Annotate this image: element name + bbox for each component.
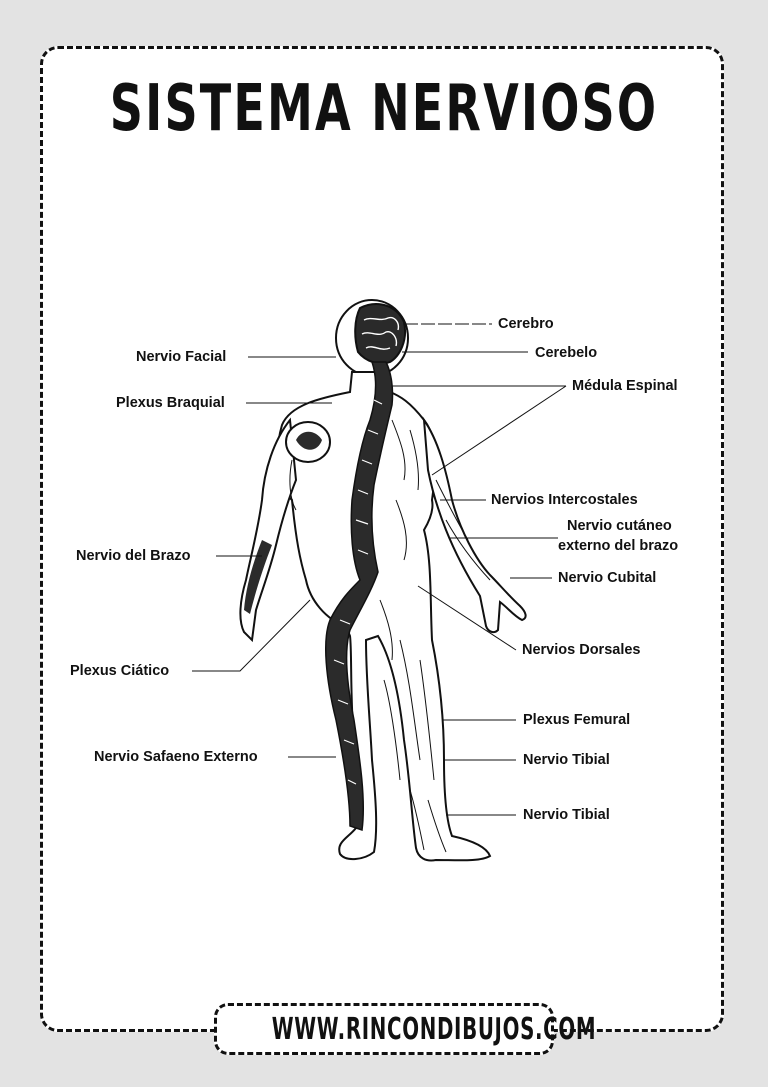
label-medula-espinal: Médula Espinal bbox=[572, 378, 678, 394]
label-cerebro: Cerebro bbox=[498, 316, 554, 332]
label-plexus-femural: Plexus Femural bbox=[523, 712, 631, 728]
label-plexus-braquial: Plexus Braquial bbox=[116, 395, 225, 411]
label-plexus-ciatico: Plexus Ciático bbox=[70, 663, 170, 679]
label-nervio-facial: Nervio Facial bbox=[136, 349, 227, 365]
label-cerebelo: Cerebelo bbox=[535, 345, 598, 361]
label-nervio-tibial-lower: Nervio Tibial bbox=[523, 807, 610, 823]
label-nervios-dorsales: Nervios Dorsales bbox=[522, 642, 641, 658]
label-nervio-tibial-upper: Nervio Tibial bbox=[523, 752, 610, 768]
label-nervio-del-brazo: Nervio del Brazo bbox=[76, 548, 191, 564]
label-nervios-intercostales: Nervios Intercostales bbox=[491, 492, 638, 508]
label-nervio-cubital: Nervio Cubital bbox=[558, 570, 657, 586]
page-title: SISTEMA NERVIOSO bbox=[109, 72, 659, 146]
label-nervio-safaeno-externo: Nervio Safaeno Externo bbox=[94, 749, 258, 765]
footer-url: WWW.RINCONDIBUJOS.COM bbox=[271, 1012, 597, 1047]
label-nervio-cutaneo-2: externo del brazo bbox=[558, 538, 679, 554]
label-nervio-cutaneo-1: Nervio cutáneo bbox=[567, 518, 672, 534]
